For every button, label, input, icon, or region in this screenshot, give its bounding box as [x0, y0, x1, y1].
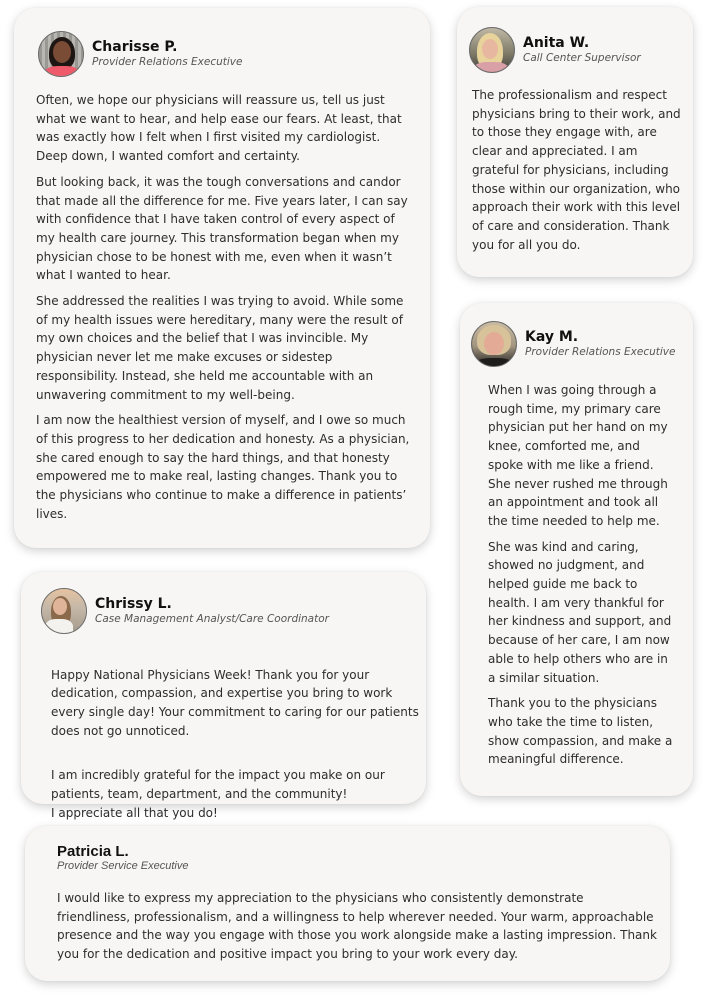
testimonial-header: [57, 843, 188, 873]
paragraph: But looking back, it was the tough conversations and candor that made all the difference for me. Five years later, I can say with confidence that I have taken control of every aspect of my health care journey. This transformation began when my physician chose to be honest with me, even when it wasn’t what I wanted to hear.: [36, 174, 408, 283]
paragraph: The professionalism and respect physicians bring to their work, and to those they engage with, are clear and appreciated. I am grateful for physicians, including those within our organization, who approach their work with this level of care and consideration. Thank you for all you do.: [472, 88, 681, 252]
testimonial-card-kay: [460, 303, 693, 796]
testimonial-card-anita: [457, 7, 693, 277]
paragraph: I am incredibly grateful for the impact you make on our patients, team, department, and the community! I appreciate all that you do!: [51, 768, 385, 820]
paragraph: I am now the healthiest version of myself, and I owe so much of this progress to her dedication and honesty. As a physician, she cared enough to say the hard things, and that honesty empowered me to make real, lasting changes. Thank you to the physicians who continue to make a difference in patients’ lives.: [36, 413, 410, 521]
testimonial-text: [36, 91, 411, 530]
avatar-anita: [469, 27, 515, 73]
testimonial-card-chrissy: [21, 572, 426, 820]
avatar-kay: [471, 321, 517, 367]
testimonial-header: [41, 588, 329, 634]
testimonial-text: [488, 381, 678, 776]
testimonial-header: [38, 31, 242, 77]
author-name: Anita W.: [523, 35, 590, 51]
testimonial-header: [469, 27, 641, 73]
testimonial-text: [57, 889, 657, 971]
paragraph: When I was going through a rough time, my primary care physician put her hand on my knee, comforted me, and spoke with me like a friend. She never rushed me through an appointment and took all the time needed to help me.: [488, 383, 668, 528]
author-name: Chrissy L.: [95, 596, 172, 612]
author-name: Patricia L.: [57, 843, 129, 860]
testimonial-header: [471, 321, 675, 367]
author-name: Kay M.: [525, 329, 579, 345]
author-role: Provider Relations Executive: [525, 346, 676, 358]
testimonial-text: [472, 86, 687, 261]
author-role: Case Management Analyst/Care Coordinator: [95, 613, 329, 625]
author-role: Call Center Supervisor: [523, 52, 641, 64]
paragraph: Happy National Physicians Week! Thank you for your dedication, compassion, and expertise you bring to work every single day! Your commitment to caring for our patients does not go unnoticed.: [51, 667, 419, 738]
paragraph: I would like to express my appreciation to the physicians who consistently demonstrate friendliness, professionalism, and a willingness to help wherever needed. Your warm, approachable presence and the way you engage with those you work alongside make a lasting impression. Thank you for the dedication and positive impact you bring to your work every day.: [57, 891, 657, 962]
testimonial-text: [51, 647, 421, 848]
avatar-charisse: [38, 31, 84, 77]
author-name: Charisse P.: [92, 39, 178, 55]
paragraph: She was kind and caring, showed no judgment, and helped guide me back to health. I am very thankful for her kindness and support, and because of her care, I am now able to help others who are in a similar situation.: [488, 539, 672, 685]
avatar-chrissy: [41, 588, 87, 634]
testimonial-card-charisse: [14, 8, 430, 548]
testimonial-card-patricia: [25, 826, 670, 981]
paragraph: Often, we hope our physicians will reassure us, tell us just what we want to hear, and help ease our fears. At least, that was exactly how I felt when I first visited my cardiologist. Deep down, I wanted comfort and certainty.: [36, 93, 402, 164]
author-role: Provider Relations Executive: [92, 56, 243, 68]
author-role: Provider Service Executive: [57, 860, 189, 872]
paragraph: Thank you to the physicians who take the time to listen, show compassion, and make a meaningful difference.: [488, 696, 673, 767]
paragraph: She addressed the realities I was trying to avoid. While some of my health issues were hereditary, many were the result of my own choices and the belief that I was invincible. My physician never let me make excuses or sidestep responsibility. Instead, she held me accountable with an unwavering commitment to my well-being.: [36, 294, 404, 402]
